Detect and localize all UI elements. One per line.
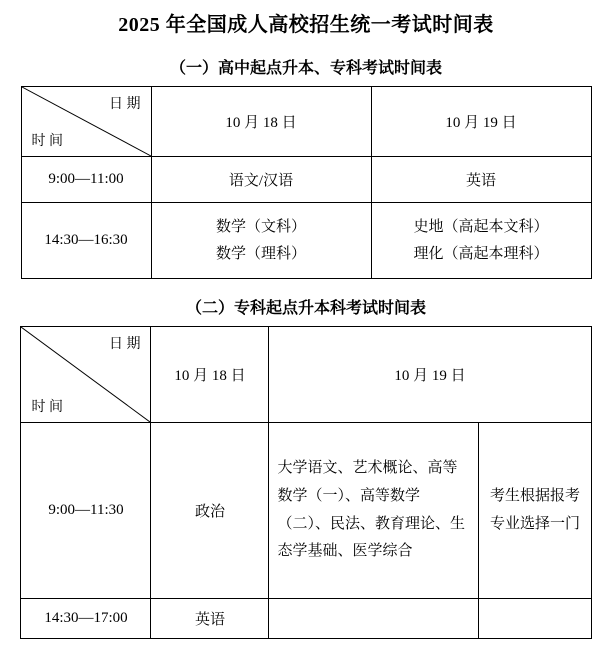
column-header-oct18: 10 月 18 日 [151,327,269,423]
table-row [21,599,591,639]
table-header-row [21,87,591,157]
section-1-heading: （一）高中起点升本、专科考试时间表 [169,60,442,77]
schedule-table-zhuanqi [20,326,591,639]
cell-oct19-subject-list [269,599,479,639]
row-time-slot: 9:00—11:00 [21,157,151,203]
row-time-slot: 14:30—17:00 [21,599,151,639]
cell-oct18-subject: 英语 [151,599,269,639]
subject-line: 史地（高起本文科） [413,219,549,236]
table-row [21,423,591,599]
time-label: 时 间 [31,134,63,149]
cell-oct19-subject [371,203,591,279]
column-header-oct18: 10 月 18 日 [151,87,371,157]
page-title: 2025 年全国成人高校招生统一考试时间表 [118,14,494,36]
date-time-diagonal-header [21,87,151,157]
section-2-heading: （二）专科起点升本科考试时间表 [185,300,426,317]
time-label: 时 间 [31,400,63,415]
cell-oct19-subject: 英语 [371,157,591,203]
row-time-slot: 9:00—11:30 [21,423,151,599]
table-row [21,157,591,203]
cell-oct19-selection-note [479,599,591,639]
subject-line: 理化（高起本理科） [413,245,549,262]
cell-oct19-selection-note: 考生根据报考专业选择一门 [479,423,591,599]
column-header-oct19: 10 月 19 日 [371,87,591,157]
date-time-diagonal-header [21,327,151,423]
table-header-row [21,327,591,423]
cell-oct19-subject-list: 大学语文、艺术概论、高等数学（一）、高等数学（二）、民法、教育理论、生态学基础、医学综合 [269,423,479,599]
cell-oct18-subject: 政治 [151,423,269,599]
row-time-slot: 14:30—16:30 [21,203,151,279]
subject-line: 数学（文科） [215,219,306,236]
cell-oct18-subject: 语文/汉语 [151,157,371,203]
date-label: 日 期 [109,97,141,112]
cell-oct18-subject [151,203,371,279]
date-label: 日 期 [108,337,141,352]
schedule-table-gaoqi [21,86,592,279]
column-header-oct19: 10 月 19 日 [269,327,591,423]
subject-line: 数学（理科） [215,245,306,262]
table-row [21,203,591,279]
